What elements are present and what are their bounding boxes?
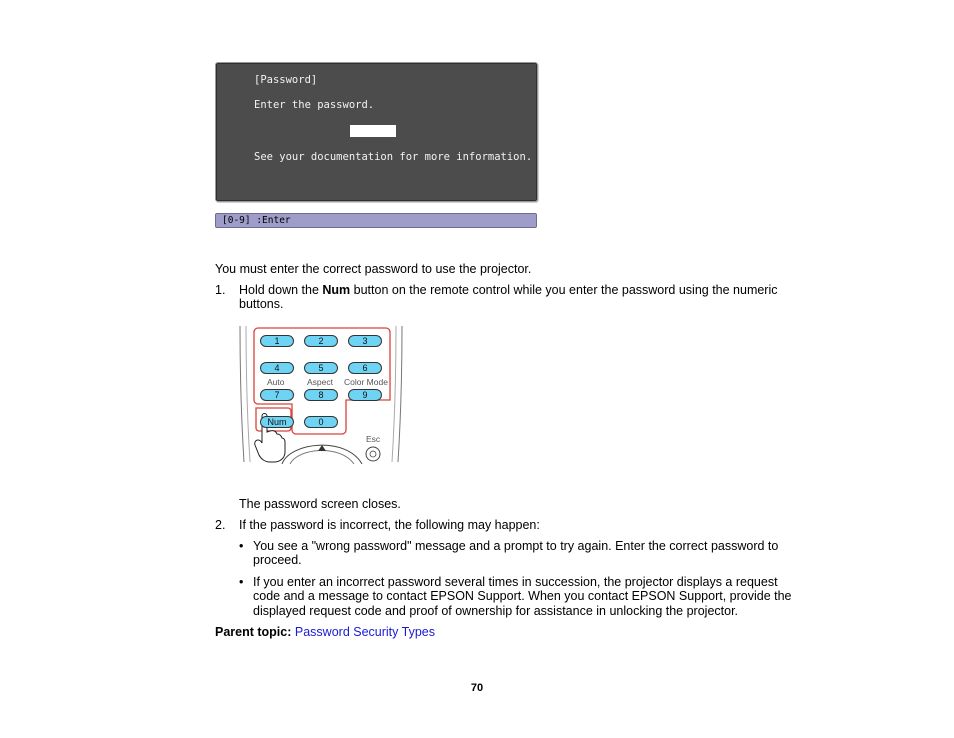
parent-topic-label: Parent topic: (215, 625, 292, 639)
remote-key-7: 7 (260, 389, 294, 401)
parent-topic-link[interactable]: Password Security Types (294, 625, 435, 639)
remote-key-num: Num (260, 416, 294, 428)
parent-topic (215, 625, 435, 640)
step-1-text (239, 283, 778, 298)
remote-key-6: 6 (348, 362, 382, 374)
remote-key-2: 2 (304, 335, 338, 347)
password-doc-note: See your documentation for more information. (254, 151, 533, 163)
bullet-1-line-2: proceed. (253, 553, 302, 567)
password-hint-bar (215, 213, 537, 228)
remote-label-esc: Esc (366, 434, 381, 444)
intro-text: You must enter the correct password to use the projector. (215, 262, 532, 276)
remote-key-9: 9 (348, 389, 382, 401)
remote-key-5: 5 (304, 362, 338, 374)
step-1-result: The password screen closes. (239, 497, 401, 511)
bullet-2-symbol: • (239, 575, 244, 589)
remote-control-illustration (238, 324, 404, 464)
remote-label-aspect: Aspect (307, 377, 333, 387)
password-hint-text: [0-9] :Enter (222, 215, 291, 226)
remote-key-3: 3 (348, 335, 382, 347)
remote-label-color-mode: Color Mode (344, 377, 388, 387)
num-button-name: Num (322, 283, 351, 297)
password-screen-title: [Password] (254, 74, 318, 86)
password-input-field (350, 125, 396, 137)
page-number: 70 (470, 682, 484, 694)
step-1-text-cont: buttons. (239, 297, 284, 311)
bullet-2-line-1: If you enter an incorrect password several times in succession, the projector displays a request (253, 575, 778, 589)
remote-key-4: 4 (260, 362, 294, 374)
remote-key-1: 1 (260, 335, 294, 347)
remote-label-auto: Auto (267, 377, 285, 387)
step-2-number: 2. (215, 518, 226, 532)
step-1-post: button on the remote control while you enter the password using the numeric (350, 283, 778, 297)
remote-key-8: 8 (304, 389, 338, 401)
password-prompt: Enter the password. (254, 99, 375, 111)
password-screen (215, 62, 538, 202)
step-1-pre: Hold down the (239, 283, 323, 297)
bullet-2-line-3: displayed request code and proof of ownership for assistance in unlocking the projector. (253, 604, 739, 618)
remote-key-0: 0 (304, 416, 338, 428)
bullet-2-line-2: code and a message to contact EPSON Support. When you contact EPSON Support, provide the (253, 589, 792, 603)
step-2-text: If the password is incorrect, the following may happen: (239, 518, 540, 532)
bullet-1-symbol: • (239, 539, 244, 553)
step-1-number: 1. (215, 283, 226, 297)
bullet-1-line-1: You see a "wrong password" message and a prompt to try again. Enter the correct password to (253, 539, 779, 553)
